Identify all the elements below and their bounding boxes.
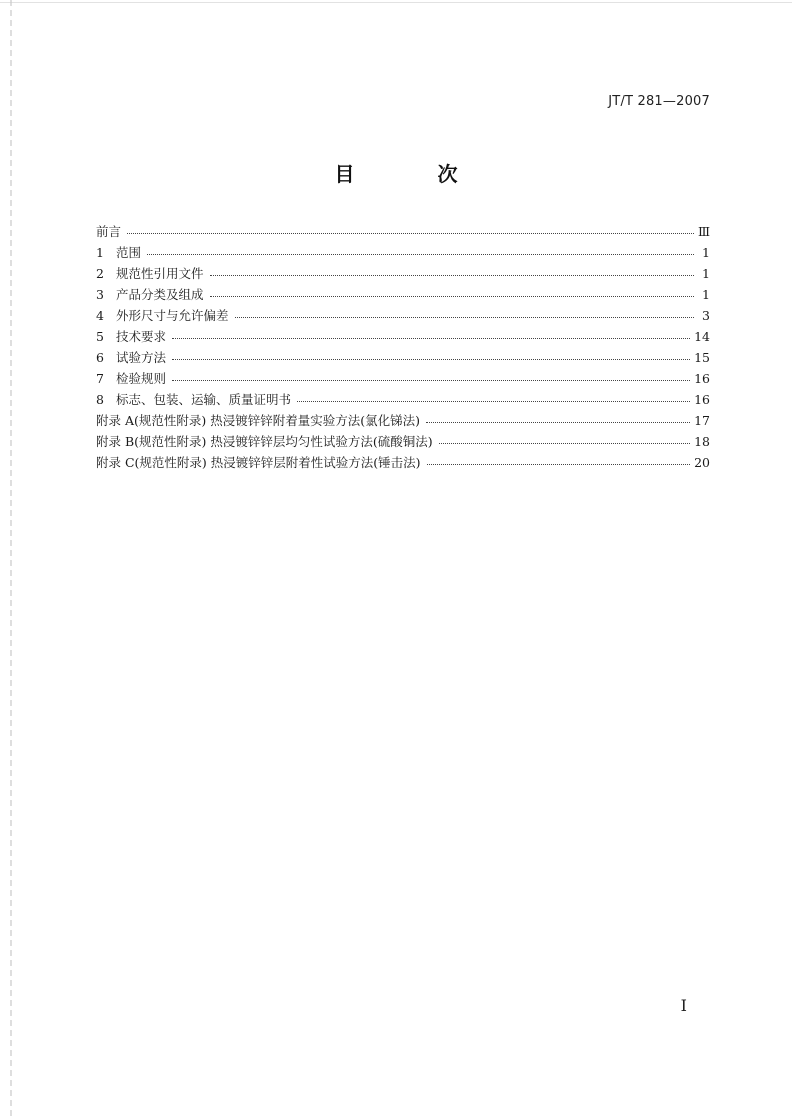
table-of-contents: [96, 221, 710, 473]
toc-entry-page: 16: [694, 392, 710, 407]
toc-entry-appendix-c[interactable]: [96, 452, 710, 473]
toc-entry-7[interactable]: [96, 368, 710, 389]
toc-entry-6[interactable]: [96, 347, 710, 368]
page-number: I: [680, 996, 687, 1015]
toc-entry-label: 检验规则: [116, 371, 167, 386]
toc-entry-label: 附录 A(规范性附录) 热浸镀锌锌附着量实验方法(氯化锑法): [96, 413, 420, 428]
toc-entry-appendix-b[interactable]: [96, 431, 710, 452]
toc-entry-8[interactable]: [96, 389, 710, 410]
toc-entry-label: 规范性引用文件: [116, 266, 204, 281]
toc-leader-dots: [172, 338, 690, 339]
toc-leader-dots: [426, 422, 690, 423]
toc-entry-1[interactable]: [96, 242, 710, 263]
toc-leader-dots: [439, 443, 690, 444]
toc-entry-page: 17: [694, 413, 710, 428]
toc-leader-dots: [172, 359, 690, 360]
toc-entry-label: 附录 B(规范性附录) 热浸镀锌锌层均匀性试验方法(硫酸铜法): [96, 434, 433, 449]
toc-entry-page: 18: [694, 434, 710, 449]
toc-entry-4[interactable]: [96, 305, 710, 326]
toc-entry-page: 1: [702, 287, 710, 302]
toc-entry-3[interactable]: [96, 284, 710, 305]
toc-entry-page: 20: [694, 455, 710, 470]
toc-entry-label: 前言: [96, 224, 122, 239]
toc-entry-page: 3: [702, 308, 710, 323]
document-code: JT/T 281—2007: [608, 94, 710, 109]
toc-leader-dots: [297, 401, 690, 402]
toc-entry-page: 1: [702, 245, 710, 260]
toc-entry-label: 外形尺寸与允许偏差: [116, 308, 229, 323]
toc-entry-label: 附录 C(规范性附录) 热浸镀锌锌层附着性试验方法(锤击法): [96, 455, 421, 470]
toc-entry-label: 标志、包装、运输、质量证明书: [116, 392, 292, 407]
toc-leader-dots: [210, 275, 694, 276]
toc-leader-dots: [172, 380, 690, 381]
toc-entry-page: 14: [694, 329, 710, 344]
toc-leader-dots: [127, 233, 694, 234]
toc-entry-label: 范围: [116, 245, 142, 260]
toc-entry-number: 2: [96, 266, 104, 281]
toc-entry-number: 8: [96, 392, 104, 407]
toc-entry-page: 15: [694, 350, 710, 365]
toc-entry-2[interactable]: [96, 263, 710, 284]
toc-title: 目 次: [334, 162, 496, 186]
toc-entry-5[interactable]: [96, 326, 710, 347]
toc-entry-page: Ⅲ: [697, 224, 710, 239]
toc-entry-number: 7: [96, 371, 104, 386]
scan-edge-top: [0, 2, 792, 3]
toc-leader-dots: [210, 296, 694, 297]
toc-entry-appendix-a[interactable]: [96, 410, 710, 431]
toc-entry-number: 3: [96, 287, 104, 302]
toc-leader-dots: [235, 317, 694, 318]
toc-leader-dots: [147, 254, 694, 255]
toc-entry-label: 技术要求: [116, 329, 167, 344]
toc-entry-preface[interactable]: [96, 221, 710, 242]
toc-entry-page: 1: [702, 266, 710, 281]
toc-entry-page: 16: [694, 371, 710, 386]
toc-entry-label: 产品分类及组成: [116, 287, 204, 302]
toc-entry-number: 6: [96, 350, 104, 365]
toc-entry-label: 试验方法: [116, 350, 167, 365]
toc-entry-number: 1: [96, 245, 104, 260]
toc-entry-number: 4: [96, 308, 104, 323]
toc-leader-dots: [427, 464, 691, 465]
toc-entry-number: 5: [96, 329, 104, 344]
